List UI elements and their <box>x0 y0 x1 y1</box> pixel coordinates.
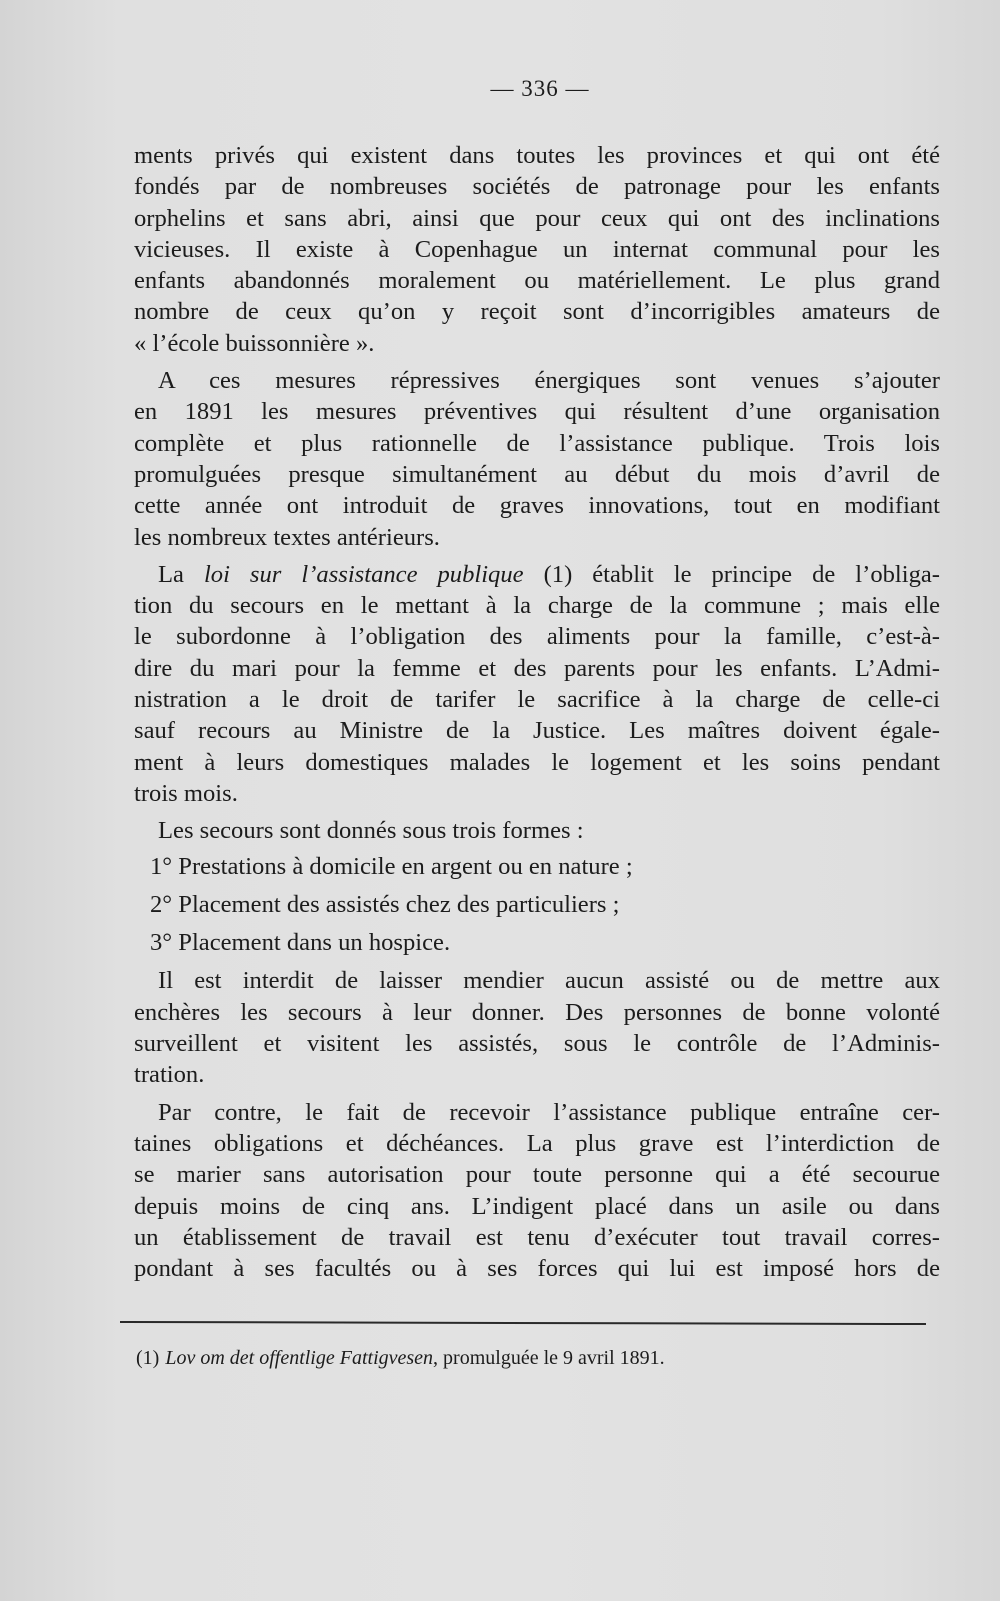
text-line: nombre de ceux qu’on y reçoit sont d’incorrigibles amateurs de <box>134 298 940 326</box>
footnote <box>136 1345 942 1371</box>
list-item <box>134 927 940 958</box>
paragraph-2 <box>134 365 940 553</box>
text-line: le subordonne à l’obligation des aliments pour la famille, c’est-à- <box>134 623 940 651</box>
footnote-divider <box>120 1321 926 1325</box>
text-line: se marier sans autorisation pour toute personne qui a été secourue <box>134 1161 940 1189</box>
text-line: ment à leurs domestiques malades le logement et les soins pendant <box>134 748 940 776</box>
text-line: ments privés qui existent dans toutes les provinces et qui ont été <box>134 142 940 169</box>
text-line: 2° Placement des assistés chez des particuliers ; <box>150 890 620 918</box>
text-line: 3° Placement dans un hospice. <box>150 929 451 957</box>
text-line: vicieuses. Il existe à Copenhague un internat communal pour les <box>134 235 940 263</box>
text-run: (1) établit le principe de l’obliga- <box>523 560 940 588</box>
text-line: Il est interdit de laisser mendier aucun assisté ou de mettre aux <box>158 967 940 995</box>
text-line: surveillent et visitent les assistés, sous le contrôle de l’Adminis- <box>134 1030 940 1058</box>
text-line: 1° Prestations à domicile en argent ou en nature ; <box>150 852 633 880</box>
paragraph-3 <box>134 559 940 809</box>
text-run: La <box>158 560 204 588</box>
paragraph-1 <box>134 140 940 359</box>
text-line: en 1891 les mesures préventives qui résultent d’une organisation <box>134 398 940 426</box>
text-line: les nombreux textes antérieurs. <box>134 523 440 551</box>
text-line: Par contre, le fait de recevoir l’assistance publique entraîne cer- <box>158 1098 940 1126</box>
text-line: sauf recours au Ministre de la Justice. Les maîtres doivent égale- <box>134 717 940 745</box>
page-number: — 336 — <box>490 76 590 101</box>
text-line: Les secours sont donnés sous trois formes : <box>158 817 584 845</box>
text-line: cette année ont introduit de graves innovations, tout en modifiant <box>134 492 940 520</box>
text-line: un établissement de travail est tenu d’exécuter tout travail corres- <box>134 1223 940 1251</box>
text-line: « l’école buissonnière ». <box>134 329 375 357</box>
text-line <box>134 559 940 590</box>
text-line: enfants abandonnés moralement ou matériellement. Le plus grand <box>134 267 940 295</box>
text-line: orphelins et sans abri, ainsi que pour ceux qui ont des inclinations <box>134 204 940 232</box>
footnote-text: , promulguée le 9 avril 1891. <box>433 1347 665 1369</box>
paragraph-6 <box>134 1097 940 1285</box>
text-line: complète et plus rationnelle de l’assistance publique. Trois lois <box>134 429 940 457</box>
text-line: taines obligations et déchéances. La plus grave est l’interdiction de <box>134 1129 940 1157</box>
text-line: tion du secours en le mettant à la charge de la commune ; mais elle <box>134 592 940 620</box>
text-line: tration. <box>134 1061 205 1089</box>
list-item <box>134 889 940 920</box>
footnote-mark: (1) <box>136 1347 160 1369</box>
text-line: pondant à ses facultés ou à ses forces qui lui est imposé hors de <box>134 1255 940 1283</box>
list-item <box>134 851 940 882</box>
text-line: promulguées presque simultanément au début du mois d’avril de <box>134 460 940 488</box>
paragraph-4 <box>134 815 940 846</box>
text-line: nistration a le droit de tarifer le sacrifice à la charge de celle-ci <box>134 686 940 714</box>
text-line: enchères les secours à leur donner. Des personnes de bonne volonté <box>134 998 940 1026</box>
text-line: dire du mari pour la femme et des parents pour les enfants. L’Admi- <box>134 654 940 682</box>
text-line: trois mois. <box>134 779 238 807</box>
text-line: A ces mesures répressives énergiques sont venues s’ajouter <box>158 367 940 395</box>
footnote-law-title: Lov om det offentlige Fattigvesen <box>165 1347 434 1369</box>
paragraph-5 <box>134 965 940 1090</box>
page-body <box>134 140 940 1290</box>
text-line: depuis moins de cinq ans. L’indigent placé dans un asile ou dans <box>134 1192 940 1220</box>
text-line: fondés par de nombreuses sociétés de patronage pour les enfants <box>134 173 940 201</box>
law-title-italic: loi sur l’assistance publique <box>203 560 524 588</box>
